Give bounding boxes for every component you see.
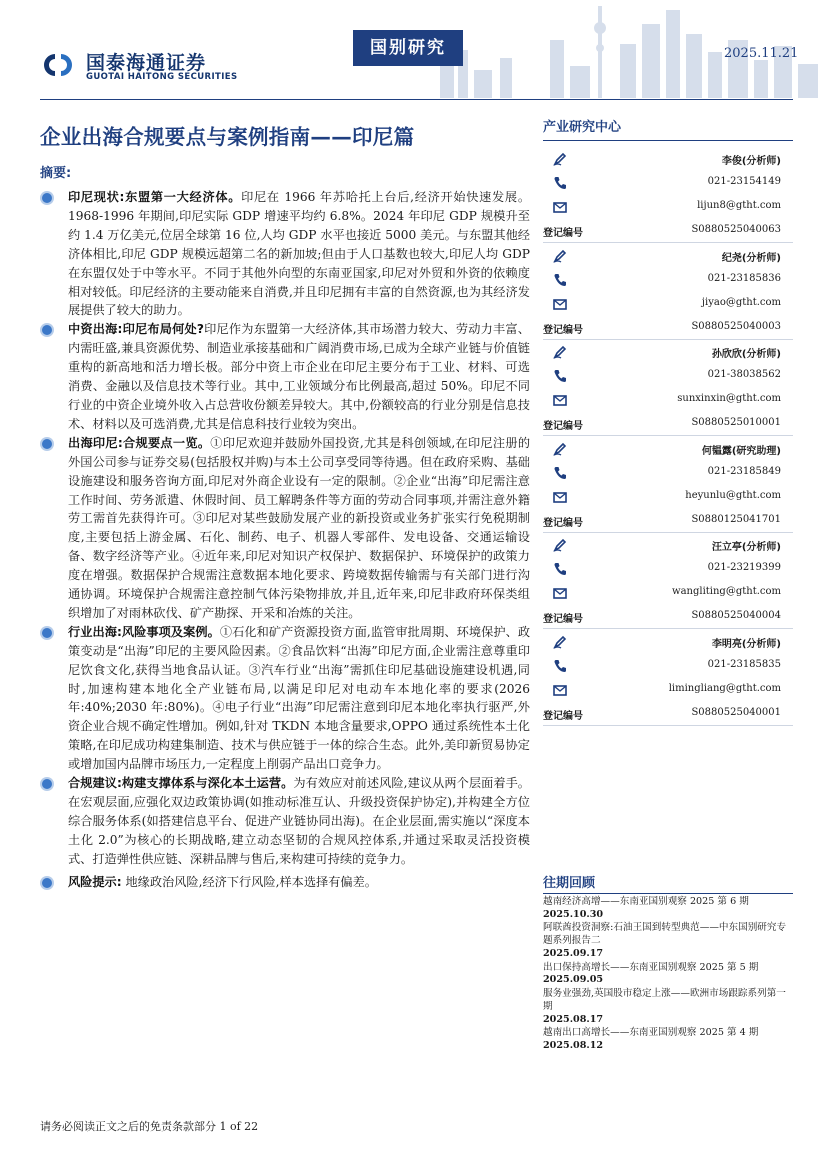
past-report-date: 2025.08.17	[543, 1013, 604, 1025]
abstract-body	[40, 188, 530, 892]
analyst-reg-row	[543, 702, 793, 726]
past-report-date: 2025.10.30	[543, 908, 604, 920]
past-report-title[interactable]: 阿联酋投资洞察:石油王国到转型典范——中东国别研究专题系列报告二	[543, 922, 787, 947]
analyst-email-row	[543, 485, 793, 509]
point-lead: 行业出海:风险事项及案例。	[68, 624, 220, 639]
past-report-title[interactable]: 越南出口高增长——东南亚国别观察 2025 第 4 期	[543, 1027, 759, 1039]
pen-icon	[552, 344, 568, 360]
email-icon	[552, 682, 568, 698]
point-text: 为有效应对前述风险,建议从两个层面着手。在宏观层面,应强化双边政策协调(如推动标准互认、升级投资保护协定),并构建全方位综合服务体系(如搭建信息平台、促进产业链协同出海)。在企业层面,需实施以“深度本土化 2.0”为核心的长期战略,建立动态坚韧的合规风控体系,并通过采取灵活投资模式、打造弹性供应链、深耕品牌与售后,来构建可持续的竞争力。	[68, 776, 530, 866]
analyst-reg-row	[543, 605, 793, 629]
page-header	[0, 0, 826, 100]
reg-label: 登记编号	[543, 421, 583, 432]
analyst-reg-number: S0880525040001	[691, 706, 781, 718]
company-logo	[40, 46, 250, 86]
analyst-reg-row	[543, 509, 793, 533]
analyst-card	[543, 147, 793, 244]
analyst-email[interactable]: lijun8@gtht.com	[697, 200, 781, 211]
analyst-email[interactable]: limingliang@gtht.com	[668, 682, 781, 694]
analyst-name: 李俊(分析师)	[721, 156, 781, 167]
phone-icon	[552, 175, 568, 191]
analyst-reg-row	[543, 316, 793, 340]
analyst-phone: 021-23219399	[707, 562, 781, 573]
bullet-icon	[42, 878, 52, 888]
analyst-phone-row	[543, 461, 793, 485]
analyst-reg-number: S0880525040063	[691, 224, 781, 235]
logo-text-cn: 国泰海通证券	[86, 52, 207, 74]
past-reports-divider	[543, 893, 793, 894]
report-title: 企业出海合规要点与案例指南——印尼篇	[40, 125, 415, 149]
analyst-card	[543, 244, 793, 341]
analyst-email[interactable]: jiyao@gtht.com	[701, 296, 781, 308]
analyst-email[interactable]: heyunlu@gtht.com	[685, 489, 781, 501]
analyst-email-row	[543, 195, 793, 219]
past-report-item[interactable]	[543, 962, 793, 988]
bullet-icon	[42, 325, 52, 335]
pen-icon	[552, 537, 568, 553]
analyst-card	[543, 533, 793, 630]
phone-icon	[552, 561, 568, 577]
analyst-reg-row	[543, 412, 793, 436]
analyst-email[interactable]: sunxinxin@gtht.com	[677, 393, 781, 404]
bullet-icon	[42, 193, 52, 203]
point-lead: 中资出海:印尼布局何处?	[68, 322, 204, 337]
research-center-divider	[543, 140, 793, 141]
point-lead: 风险提示:	[68, 874, 122, 889]
reg-label: 登记编号	[543, 324, 583, 336]
pen-icon	[552, 151, 568, 167]
bullet-icon	[42, 439, 52, 449]
report-category-tag: 国别研究	[353, 30, 463, 66]
email-icon	[552, 489, 568, 505]
phone-icon	[552, 658, 568, 674]
past-report-date: 2025.08.12	[543, 1039, 604, 1051]
analyst-reg-number: S0880525040004	[691, 610, 781, 621]
past-reports-list	[543, 896, 793, 1053]
past-report-title[interactable]: 越南经济高增——东南亚国别观察 2025 第 6 期	[543, 896, 749, 907]
analyst-name-row	[543, 147, 793, 171]
analyst-phone-row	[543, 654, 793, 678]
point-lead: 出海印尼:合规要点一览。	[68, 435, 211, 450]
point-text: ①石化和矿产资源投资方面,监管审批周期、环境保护、政策变动是“出海”印尼的主要风险因素。②食品饮料“出海”印尼方面,企业需注意尊重印尼饮食文化,获得当地食品认证。③汽车行业“出海”需抓住印尼基础设施建设机遇,同时,加速构建本地化全产业链布局,以满足印尼对电动车本地化率的要求(2026 年:40%;2030 年:80%)。④电子行业“出海”印尼需注意到印尼本地化率执行驱严,外资企业合规不确定性增加。例如,针对 TKDN 本地含量要求,OPPO 通过系统性本土化策略,在印尼成功构建集制造、技术与供应链于一体的综合生态。此外,美印新贸易协定或增加国内品牌市场压力,一定程度上削弱产品出口竞争力。	[68, 624, 531, 772]
reg-label: 登记编号	[543, 228, 583, 239]
abstract-point-suggestions	[40, 774, 530, 869]
phone-icon	[552, 272, 568, 288]
past-report-title[interactable]: 服务业强劲,英国股市稳定上涨——欧洲市场跟踪系列第一期	[543, 987, 786, 1012]
point-lead: 合规建议:构建支撑体系与深化本土运营。	[68, 776, 294, 791]
email-icon	[552, 296, 568, 312]
reg-label: 登记编号	[543, 517, 583, 529]
analyst-reg-row	[543, 219, 793, 243]
email-icon	[552, 199, 568, 215]
analyst-name: 汪立亭(分析师)	[711, 542, 781, 553]
point-text: 地缘政治风险,经济下行风险,样本选择有偏差。	[125, 874, 377, 889]
analyst-name: 何韫露(研究助理)	[701, 445, 781, 457]
report-date: 2025.11.21	[724, 46, 799, 61]
analyst-phone: 021-38038562	[707, 369, 781, 380]
abstract-point-industry-risk	[40, 623, 530, 774]
analyst-name-row	[543, 244, 793, 268]
analyst-email-row	[543, 581, 793, 605]
analyst-phone-row	[543, 268, 793, 292]
analyst-phone: 021-23185835	[707, 658, 781, 670]
point-text: 印尼作为东盟第一大经济体,其市场潜力较大、劳动力丰富、内需旺盛,兼具资源优势、制造业承接基础和广阔消费市场,已成为全球产业链与价值链重构的新高地和活力增长极。部分中资上市企业在印尼主要分布于工业、材料、可选消费、金融以及信息技术等行业。其中,工业领域分布比例最高,超过 50%。印尼不同行业的中资企业境外收入占总营收份额差异较大。其中,份额较高的行业分别是信息技术、材料以及可选消费,尤其是信息科技行业较为突出。	[68, 322, 530, 431]
analyst-phone: 021-23185849	[707, 465, 781, 477]
reg-label: 登记编号	[543, 710, 583, 722]
pen-icon	[552, 248, 568, 264]
analyst-email[interactable]: wangliting@gtht.com	[672, 586, 781, 597]
past-report-item[interactable]	[543, 1027, 793, 1053]
bullet-icon	[42, 628, 52, 638]
past-report-date: 2025.09.17	[543, 948, 604, 960]
abstract-label: 摘要:	[40, 166, 72, 181]
past-report-item[interactable]	[543, 988, 793, 1027]
point-lead: 印尼现状:东盟第一大经济体。	[68, 190, 242, 204]
logo-text-en: GUOTAI HAITONG SECURITIES	[86, 72, 238, 82]
analyst-phone: 021-23185836	[707, 272, 781, 284]
analyst-email-row	[543, 292, 793, 316]
analyst-phone: 021-23154149	[707, 176, 781, 187]
email-icon	[552, 392, 568, 408]
logo-mark-icon	[40, 50, 76, 80]
abstract-point-risk-warning	[40, 873, 530, 892]
page-footer: 请务必阅读正文之后的免责条款部分 1 of 22	[40, 1120, 259, 1133]
analyst-card	[543, 340, 793, 437]
analyst-name: 孙欣欣(分析师)	[711, 349, 781, 360]
reg-label: 登记编号	[543, 614, 583, 625]
analyst-phone-row	[543, 364, 793, 388]
analyst-name-row	[543, 533, 793, 557]
pen-icon	[552, 634, 568, 650]
past-report-title[interactable]: 出口保持高增长——东南亚国别观察 2025 第 5 期	[543, 961, 759, 973]
email-icon	[552, 585, 568, 601]
phone-icon	[552, 465, 568, 481]
analyst-name: 纪尧(分析师)	[721, 252, 781, 264]
analyst-reg-number: S0880525010001	[691, 417, 781, 428]
header-divider	[40, 99, 793, 100]
analyst-card	[543, 630, 793, 727]
abstract-point-chinese-capital	[40, 320, 530, 433]
analyst-name: 李明亮(分析师)	[711, 638, 781, 650]
past-report-item[interactable]	[543, 896, 793, 922]
analyst-list	[543, 147, 793, 726]
point-text: ①印尼欢迎并鼓励外国投资,尤其是科创领域,在印尼注册的外国公司参与证券交易(包括股权并购)与本土公司享受同等待遇。但在政府采购、基础设施建设和服务咨询方面,印尼对外商企业设有一定的限制。②企业“出海”印尼需注意工作时间、劳务派遣、休假时间、员工解聘条件等方面的劳动合同事项,并需注意外籍劳工需首先获得许可。③印尼对某些鼓励发展产业的新投资或业务扩张实行免税期制度,主要包括上游金属、石化、制药、电子、机器人零部件、发电设备、交通运输设备、数字经济等产业。④近年来,印尼对知识产权保护、数据保护、环境保护的政策力度在增强。数据保护合规需注意数据本地化要求、跨境数据传输需与有关部门进行沟通协调。环境保护合规需注意控制气体污染物排放,并且,近年来,印尼非政府环保类组织增加了对雨林砍伐、矿产勘探、开采和冶炼的关注。	[68, 435, 531, 620]
analyst-phone-row	[543, 171, 793, 195]
abstract-point-compliance	[40, 434, 530, 623]
past-report-item[interactable]	[543, 922, 793, 961]
analyst-reg-number: S0880125041701	[691, 513, 781, 525]
phone-icon	[552, 368, 568, 384]
analyst-email-row	[543, 678, 793, 702]
bullet-icon	[42, 779, 52, 789]
analyst-name-row	[543, 340, 793, 364]
analyst-phone-row	[543, 557, 793, 581]
pen-icon	[552, 441, 568, 457]
research-center-panel	[543, 116, 793, 726]
analyst-card	[543, 437, 793, 534]
past-reports-title: 往期回顾	[543, 876, 596, 891]
abstract-point-indonesia-status	[40, 188, 530, 320]
point-text: 印尼在 1966 年苏哈托上台后,经济开始快速发展。1968-1996 年期间,印尼实际 GDP 增速平均约 6.8%。2024 年印尼 GDP 规模升至约 1.4 万亿美元,位居全球第 16 位,人均 GDP 水平也接近 5000 美元。与东盟其他经济体相比,印尼 GDP 规模远超第二名的新加坡;但由于人口基数也较大,印尼人均 GDP 在东盟仅处于中等水平。不同于其他外向型的东南亚国家,印尼对外贸和外资的依赖度相对较低。印尼经济的主要动能来自消费,并且印尼拥有丰富的自然资源,也为其经济发展提供了较大的助力。	[68, 190, 531, 318]
analyst-name-row	[543, 437, 793, 461]
research-center-title: 产业研究中心	[543, 120, 622, 135]
analyst-name-row	[543, 630, 793, 654]
analyst-reg-number: S0880525040003	[691, 320, 781, 332]
analyst-email-row	[543, 388, 793, 412]
past-report-date: 2025.09.05	[543, 974, 604, 986]
